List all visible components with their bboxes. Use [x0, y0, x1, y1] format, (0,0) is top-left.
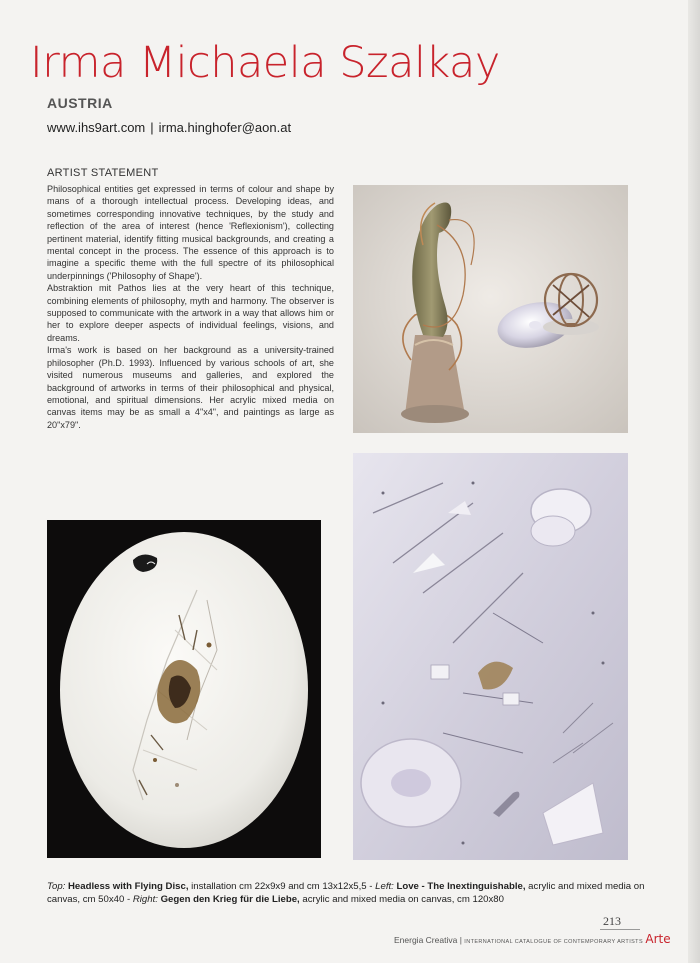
caption-right-description: acrylic and mixed media on canvas, cm 120x80	[299, 894, 504, 905]
artist-country: AUSTRIA	[47, 95, 113, 111]
artwork-photo-headless-with-flying-disc	[353, 185, 628, 433]
statement-heading: ARTIST STATEMENT	[47, 167, 159, 179]
website-link[interactable]: www.ihs9art.com	[47, 120, 146, 135]
page-number: 213	[603, 914, 621, 928]
page-edge-shadow	[688, 0, 700, 963]
artwork-caption	[47, 880, 667, 906]
statement-paragraph: Philosophical entities get expressed in terms of colour and shape by mans of a thorough intellectual process. Developing ideas, and sometimes corresponding innovative techniques, by the study and reflection of the area of interest (hence 'Reflexionism'), collecting pertinent material, identify fitting musical backgrounds, and creating a mental concept in the process. The essence of this approach is to imagine a specific theme with the full spectre of its philosophical underpinnings ('Philosophy of Shape').	[47, 184, 334, 281]
artist-name: Irma Michaela Szalkay	[30, 38, 500, 88]
caption-left-description: acrylic and mixed media on canvas, cm 50x40 -	[47, 881, 645, 905]
footer-catalogue: INTERNATIONAL CATALOGUE OF CONTEMPORARY ARTISTS	[464, 939, 644, 945]
caption-left-label: Left:	[375, 881, 394, 892]
email-link[interactable]: irma.hinghofer@aon.at	[158, 120, 292, 135]
caption-right-title: Gegen den Krieg für die Liebe,	[160, 894, 300, 905]
statement-paragraph: Abstraktion mit Pathos lies at the very heart of this technique, combining elements of philosophy, myth and harmony. The observer is supposed to communicate with the artwork in a way that allows him or her to explore deeper aspects of individual feelings, visions, and dreams.	[47, 283, 334, 343]
statement-paragraph: Irma's work is based on her background as a university-trained philosopher (Ph.D. 1993). Influenced by various schools of art, she visited numerous museums and galleries, and explored the background of artworks in terms of their philosophical and physical, emotional, and spiritual dimensions. Her acrylic mixed media on canvas items may be as small a 4"x4", and paintings as large as 20"x79".	[47, 345, 334, 430]
page-number-rule	[600, 929, 640, 930]
footer-line	[394, 932, 671, 946]
caption-top-label: Top:	[47, 881, 66, 892]
caption-top-title: Headless with Flying Disc,	[68, 881, 189, 892]
caption-left-title: Love - The Inextinguishable,	[396, 881, 526, 892]
contact-line	[47, 120, 291, 135]
footer-separator: |	[459, 935, 462, 945]
artwork-photo-gegen-den-krieg-fur-die-liebe	[353, 453, 628, 860]
caption-top-description: installation cm 22x9x9 and cm 13x12x5,5 -	[188, 881, 376, 892]
footer-brand-logo: Arte	[645, 932, 671, 946]
artist-statement	[47, 183, 334, 431]
artwork-photo-love-the-inextinguishable	[47, 520, 321, 858]
contact-separator: |	[150, 120, 154, 135]
caption-right-label: Right:	[132, 894, 158, 905]
footer-publisher: Energia Creativa	[394, 935, 458, 945]
